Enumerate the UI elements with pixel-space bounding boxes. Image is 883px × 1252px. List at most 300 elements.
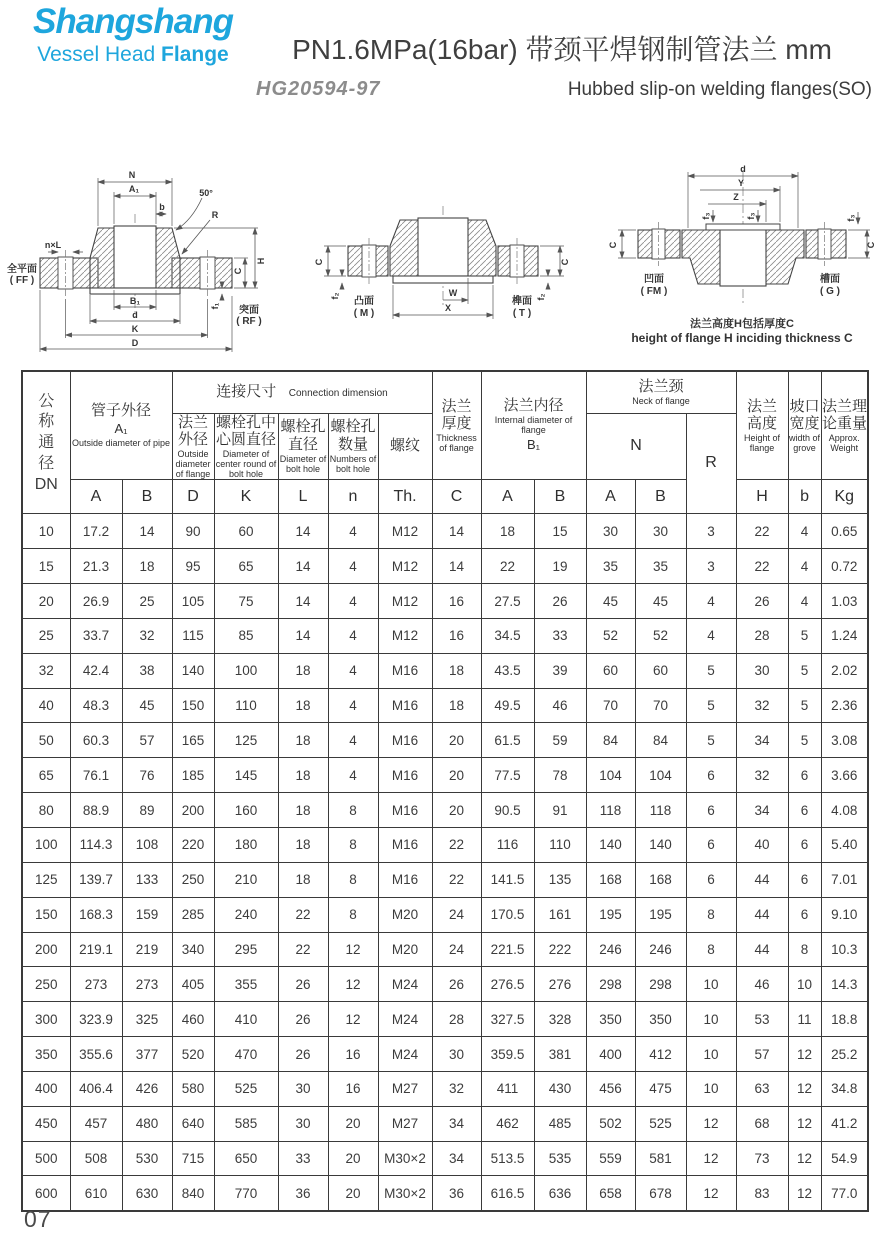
table-cell: 678 (635, 1176, 686, 1211)
table-cell: 14 (278, 514, 328, 549)
col-header-connection (172, 371, 432, 413)
table-cell: 170.5 (481, 897, 534, 932)
table-cell: 43.5 (481, 653, 534, 688)
table-cell: 84 (635, 723, 686, 758)
table-cell: 3.66 (821, 758, 868, 793)
neck-N-label: N (630, 437, 642, 455)
table-row (22, 1037, 868, 1072)
col-header-dn-code: DN (34, 475, 58, 493)
table-cell: M16 (378, 862, 432, 897)
table-cell: 14 (432, 514, 481, 549)
table-cell: 25.2 (821, 1037, 868, 1072)
table-cell: 84 (586, 723, 635, 758)
table-cell: 5 (686, 653, 736, 688)
table-cell: 219 (122, 932, 172, 967)
table-cell: 10 (788, 967, 821, 1002)
table-cell: 462 (481, 1106, 534, 1141)
table-cell: 6 (788, 897, 821, 932)
table-cell: 33.7 (70, 618, 122, 653)
table-cell: 83 (736, 1176, 788, 1211)
table-cell: 535 (534, 1141, 586, 1176)
table-cell: 4 (328, 514, 378, 549)
table-cell: 5 (686, 723, 736, 758)
table-cell: 32 (736, 758, 788, 793)
table-cell: 328 (534, 1002, 586, 1037)
table-cell: 108 (122, 828, 172, 863)
dim-label-f2-right: f₂ (536, 293, 546, 301)
brand-tagline-text: Vessel Head (37, 42, 156, 66)
table-cell: 100 (214, 653, 278, 688)
table-cell: 2.02 (821, 653, 868, 688)
table-row (22, 897, 868, 932)
table-cell: 6 (788, 758, 821, 793)
table-cell: 12 (788, 1106, 821, 1141)
table-cell: 73 (736, 1141, 788, 1176)
table-cell: 8 (328, 793, 378, 828)
groove-zh: 坡口宽度 (789, 397, 820, 432)
col-header-flange-od (172, 413, 214, 480)
table-cell: 18 (432, 653, 481, 688)
face-label-g-code: ( G ) (820, 286, 840, 297)
table-cell: 10 (686, 967, 736, 1002)
table-cell: 6 (686, 758, 736, 793)
col-header-groove (788, 371, 821, 480)
table-cell: 139.7 (70, 862, 122, 897)
face-label-m-code: ( M ) (353, 308, 375, 319)
table-cell: 60 (635, 653, 686, 688)
table-cell: 168 (586, 862, 635, 897)
table-cell: 6 (686, 793, 736, 828)
table-cell: 16 (328, 1071, 378, 1106)
table-cell: 116 (481, 828, 534, 863)
table-cell: 323.9 (70, 1002, 122, 1037)
table-cell: M16 (378, 723, 432, 758)
table-cell: 6 (788, 862, 821, 897)
table-cell: 250 (172, 862, 214, 897)
table-cell: 636 (534, 1176, 586, 1211)
table-cell: 59 (534, 723, 586, 758)
table-cell: 89 (122, 793, 172, 828)
table-cell: 18 (122, 549, 172, 584)
table-cell: 110 (534, 828, 586, 863)
table-cell: 20 (22, 584, 70, 619)
table-cell: 350 (22, 1037, 70, 1072)
table-cell: 150 (22, 897, 70, 932)
table-cell: 140 (586, 828, 635, 863)
table-cell: 20 (432, 793, 481, 828)
table-cell: 222 (534, 932, 586, 967)
table-cell: 22 (278, 897, 328, 932)
table-cell: M16 (378, 828, 432, 863)
col-header-dn-zh: 公称通径 (38, 392, 55, 472)
table-cell: 525 (635, 1106, 686, 1141)
connection-en: Connection dimension (288, 388, 388, 400)
table-row (22, 1106, 868, 1141)
table-cell: 20 (328, 1106, 378, 1141)
table-cell: 400 (22, 1071, 70, 1106)
table-cell: 159 (122, 897, 172, 932)
table-cell: 30 (278, 1106, 328, 1141)
table-cell: 4.08 (821, 793, 868, 828)
table-cell: 32 (22, 653, 70, 688)
table-cell: 195 (586, 897, 635, 932)
table-row (22, 1141, 868, 1176)
table-cell: 22 (736, 514, 788, 549)
dim-label-f3-b: f₃ (746, 212, 756, 220)
dim-label-D: D (131, 338, 139, 348)
table-cell: 14.3 (821, 967, 868, 1002)
letter-B-neck: B (635, 480, 686, 514)
table-cell: 430 (534, 1071, 586, 1106)
dim-label-f3-a: f₃ (701, 212, 711, 220)
table-row (22, 967, 868, 1002)
table-cell: 7.01 (821, 862, 868, 897)
table-cell: 160 (214, 793, 278, 828)
table-cell: 20 (328, 1141, 378, 1176)
face-label-rf-zh: 突面 (239, 305, 259, 316)
table-cell: 3.08 (821, 723, 868, 758)
table-cell: 16 (432, 584, 481, 619)
table-cell: 77.5 (481, 758, 534, 793)
table-cell: 41.2 (821, 1106, 868, 1141)
table-cell: 76.1 (70, 758, 122, 793)
table-cell: 2.36 (821, 688, 868, 723)
table-cell: 18 (432, 688, 481, 723)
bolt-dia-en: Diameter of bolt hole (279, 453, 327, 474)
table-cell: 4 (328, 584, 378, 619)
table-cell: 20 (432, 723, 481, 758)
col-header-thickness (432, 371, 481, 480)
letter-L: L (278, 480, 328, 514)
table-cell: 100 (22, 828, 70, 863)
table-cell: 85 (214, 618, 278, 653)
technical-drawings (0, 158, 883, 363)
table-cell: 68 (736, 1106, 788, 1141)
table-row (22, 618, 868, 653)
table-cell: 298 (586, 967, 635, 1002)
table-cell: 460 (172, 1002, 214, 1037)
dim-label-X: X (444, 303, 452, 313)
table-cell: 30 (736, 653, 788, 688)
groove-en: width of grove (789, 432, 821, 453)
table-cell: 25 (22, 618, 70, 653)
title-block (248, 28, 876, 101)
dimension-table-wrap (21, 370, 869, 1212)
table-cell: 210 (214, 862, 278, 897)
table-cell: 168 (635, 862, 686, 897)
table-cell: 28 (736, 618, 788, 653)
standard-number: HG20594-97 (256, 78, 381, 100)
table-cell: 355.6 (70, 1037, 122, 1072)
table-cell: 502 (586, 1106, 635, 1141)
table-cell: 70 (635, 688, 686, 723)
table-cell: M16 (378, 793, 432, 828)
table-cell: 28 (432, 1002, 481, 1037)
table-cell: M16 (378, 653, 432, 688)
table-cell: 640 (172, 1106, 214, 1141)
brand-logo (28, 4, 238, 67)
table-cell: 295 (214, 932, 278, 967)
table-cell: 220 (172, 828, 214, 863)
face-label-ff-zh: 全平面 (7, 264, 37, 275)
brand-name: Shangshang (32, 2, 234, 41)
table-cell: 30 (635, 514, 686, 549)
table-cell: 40 (736, 828, 788, 863)
table-cell: 18 (278, 828, 328, 863)
table-cell: M16 (378, 758, 432, 793)
table-cell: 5 (788, 618, 821, 653)
flange-od-zh: 法兰外径 (177, 413, 208, 448)
table-cell: 350 (635, 1002, 686, 1037)
dim-label-C3-left: C (608, 241, 618, 249)
face-label-t-zh: 榫面 (512, 296, 532, 307)
table-cell: 53 (736, 1002, 788, 1037)
internal-dia-sym: B₁ (526, 437, 541, 453)
table-cell: 141.5 (481, 862, 534, 897)
table-cell: 200 (22, 932, 70, 967)
col-header-internal-dia (481, 371, 586, 480)
dim-label-B1: B₁ (129, 296, 141, 306)
figure-ff-rf (6, 158, 278, 358)
table-cell: 49.5 (481, 688, 534, 723)
table-cell: 63 (736, 1071, 788, 1106)
table-cell: 4 (686, 584, 736, 619)
table-cell: 105 (172, 584, 214, 619)
table-cell: 406.4 (70, 1071, 122, 1106)
face-label-fm-zh: 凹面 (644, 274, 664, 285)
table-row (22, 793, 868, 828)
page-title: PN1.6MPa(16bar) 带颈平焊钢制管法兰 mm (292, 34, 832, 65)
table-cell: 405 (172, 967, 214, 1002)
table-cell: 4 (328, 758, 378, 793)
table-cell: 650 (214, 1141, 278, 1176)
table-cell: 118 (586, 793, 635, 828)
table-cell: 90.5 (481, 793, 534, 828)
table-cell: 457 (70, 1106, 122, 1141)
dim-label-f1: f₁ (210, 302, 220, 310)
table-cell: 475 (635, 1071, 686, 1106)
table-cell: 45 (122, 688, 172, 723)
table-cell: 410 (214, 1002, 278, 1037)
table-cell: 16 (328, 1037, 378, 1072)
table-cell: 80 (22, 793, 70, 828)
table-cell: 18 (278, 758, 328, 793)
table-cell: 16 (432, 618, 481, 653)
table-row (22, 514, 868, 549)
table-cell: 32 (736, 688, 788, 723)
neck-zh: 法兰颈 (638, 377, 684, 395)
table-cell: 327.5 (481, 1002, 534, 1037)
figure-caption (608, 318, 876, 345)
table-cell: 219.1 (70, 932, 122, 967)
table-cell: 34 (432, 1141, 481, 1176)
letter-n: n (328, 480, 378, 514)
table-cell: 520 (172, 1037, 214, 1072)
table-cell: 273 (122, 967, 172, 1002)
table-cell: 5 (788, 653, 821, 688)
dim-label-R: R (211, 210, 219, 220)
table-cell: 4 (328, 723, 378, 758)
table-cell: 57 (122, 723, 172, 758)
table-cell: 65 (22, 758, 70, 793)
table-cell: 185 (172, 758, 214, 793)
figure-caption-zh: 法兰高度H包括厚度C (690, 318, 794, 330)
table-cell: 44 (736, 897, 788, 932)
table-cell: 65 (214, 549, 278, 584)
letter-A-internal: A (481, 480, 534, 514)
col-header-thread (378, 413, 432, 480)
dim-label-f3-c: f₃ (846, 214, 856, 222)
table-cell: 34.8 (821, 1071, 868, 1106)
table-cell: 600 (22, 1176, 70, 1211)
table-cell: 30 (432, 1037, 481, 1072)
letter-Th: Th. (378, 480, 432, 514)
table-cell: 45 (586, 584, 635, 619)
table-cell: 50 (22, 723, 70, 758)
face-label-t-code: ( T ) (512, 308, 532, 319)
bolt-dia-zh: 螺栓孔直径 (280, 418, 326, 453)
table-cell: 8 (328, 897, 378, 932)
table-row (22, 758, 868, 793)
table-cell: 5 (686, 688, 736, 723)
table-cell: 22 (481, 549, 534, 584)
dim-label-H: H (256, 257, 266, 265)
table-cell: 35 (586, 549, 635, 584)
table-cell: 411 (481, 1071, 534, 1106)
table-cell: 35 (635, 549, 686, 584)
table-cell: 340 (172, 932, 214, 967)
col-header-neck (586, 371, 736, 413)
table-cell: 250 (22, 967, 70, 1002)
table-cell: 6 (788, 793, 821, 828)
table-cell: 12 (328, 932, 378, 967)
table-cell: 25 (122, 584, 172, 619)
table-cell: 33 (278, 1141, 328, 1176)
table-cell: 168.3 (70, 897, 122, 932)
table-cell: 78 (534, 758, 586, 793)
table-cell: 480 (122, 1106, 172, 1141)
internal-dia-zh: 法兰内径 (503, 397, 564, 415)
table-cell: 26.9 (70, 584, 122, 619)
table-cell: 61.5 (481, 723, 534, 758)
table-cell: 48.3 (70, 688, 122, 723)
table-cell: 36 (278, 1176, 328, 1211)
flange-section-drawing-2 (288, 176, 598, 336)
bolt-num-zh: 螺栓孔数量 (330, 418, 376, 453)
table-cell: 20 (432, 758, 481, 793)
table-cell: 4 (328, 653, 378, 688)
table-cell: 5 (788, 723, 821, 758)
height-zh: 法兰高度 (747, 397, 778, 432)
table-cell: 12 (686, 1141, 736, 1176)
letter-A-neck: A (586, 480, 635, 514)
table-cell: 24 (432, 897, 481, 932)
table-cell: 9.10 (821, 897, 868, 932)
connection-zh: 连接尺寸 (216, 383, 277, 401)
table-cell: 8 (686, 932, 736, 967)
table-row (22, 584, 868, 619)
thickness-en: Thickness of flange (436, 432, 477, 453)
table-cell: M12 (378, 618, 432, 653)
table-cell: 298 (635, 967, 686, 1002)
table-cell: 95 (172, 549, 214, 584)
table-cell: 60 (214, 514, 278, 549)
table-cell: 456 (586, 1071, 635, 1106)
table-cell: 20 (328, 1176, 378, 1211)
table-cell: 114.3 (70, 828, 122, 863)
table-cell: 221.5 (481, 932, 534, 967)
table-cell: M12 (378, 584, 432, 619)
table-cell: 18 (278, 723, 328, 758)
letter-A-pipe: A (70, 480, 122, 514)
table-cell: 42.4 (70, 653, 122, 688)
table-row (22, 1176, 868, 1211)
table-cell: 34 (736, 793, 788, 828)
table-cell: 26 (278, 967, 328, 1002)
bolt-num-en: Numbers of bolt hole (329, 453, 377, 474)
table-cell: 24 (432, 932, 481, 967)
table-cell: 610 (70, 1176, 122, 1211)
bolt-circle-en: Diameter of center round of bolt hole (215, 448, 277, 479)
table-cell: 5.40 (821, 828, 868, 863)
table-cell: 18 (278, 862, 328, 897)
dim-label-C3-right: C (866, 241, 876, 249)
table-cell: 12 (328, 967, 378, 1002)
table-cell: 770 (214, 1176, 278, 1211)
table-cell: 140 (635, 828, 686, 863)
table-cell: M20 (378, 932, 432, 967)
dim-label-f2-left: f₂ (330, 292, 340, 300)
table-cell: 110 (214, 688, 278, 723)
col-header-bolt-num (328, 413, 378, 480)
table-cell: 34 (432, 1106, 481, 1141)
table-cell: 8 (686, 897, 736, 932)
table-cell: 12 (788, 1071, 821, 1106)
table-cell: M24 (378, 1002, 432, 1037)
table-cell: 36 (432, 1176, 481, 1211)
thread-zh: 螺纹 (389, 437, 420, 455)
letter-C: C (432, 480, 481, 514)
dim-label-nxL: n×L (44, 240, 62, 250)
table-cell: 27.5 (481, 584, 534, 619)
table-cell: 1.24 (821, 618, 868, 653)
col-header-pipe-od (70, 371, 172, 480)
table-cell: 18 (278, 688, 328, 723)
flange-section-drawing-3 (608, 158, 876, 316)
table-cell: 77.0 (821, 1176, 868, 1211)
table-cell: 581 (635, 1141, 686, 1176)
table-cell: 10 (686, 1037, 736, 1072)
table-cell: 195 (635, 897, 686, 932)
table-cell: 12 (686, 1176, 736, 1211)
table-cell: 26 (278, 1037, 328, 1072)
table-cell: 246 (635, 932, 686, 967)
table-cell: 580 (172, 1071, 214, 1106)
table-cell: 32 (122, 618, 172, 653)
table-cell: 508 (70, 1141, 122, 1176)
table-body (22, 514, 868, 1211)
table-cell: 125 (214, 723, 278, 758)
table-cell: 14 (432, 549, 481, 584)
dim-label-N: N (128, 170, 136, 180)
table-cell: 91 (534, 793, 586, 828)
face-label-ff-code: ( FF ) (9, 275, 35, 286)
table-cell: 22 (432, 828, 481, 863)
dim-label-C-right: C (560, 258, 570, 266)
table-cell: 26 (736, 584, 788, 619)
table-cell: 10.3 (821, 932, 868, 967)
dim-label-angle: 50° (199, 188, 213, 198)
